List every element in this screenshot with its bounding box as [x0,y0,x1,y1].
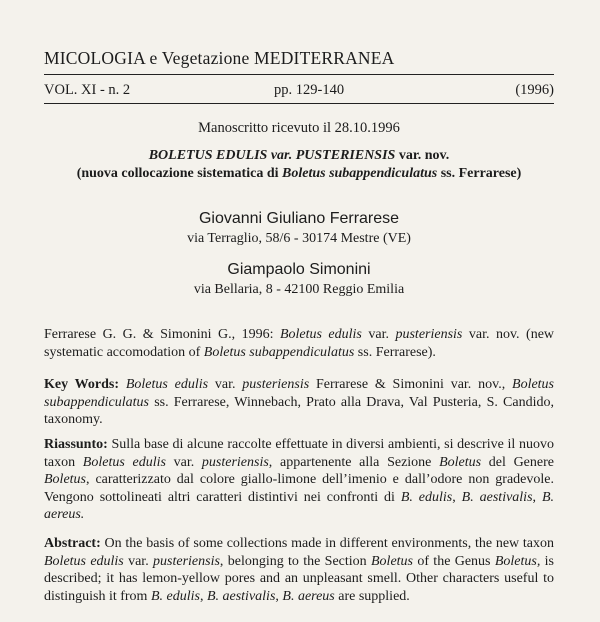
riassunto-label: Riassunto: [44,437,108,452]
header-rule-bottom [44,103,554,104]
author-name: Giampaolo Simonini [227,261,371,278]
abstract-label: Abstract: [44,536,101,551]
title-name: BOLETUS EDULIS [148,148,268,163]
author-address: via Bellaria, 8 - 42100 Reggio Emilia [193,282,405,297]
issue-line [44,82,554,99]
author-address: via Terraglio, 58/6 - 30174 Mestre (VE) [187,231,411,246]
title-suffix: var. nov. [398,148,450,163]
journal-name: MICOLOGIA e Vegetazione MEDITERRANEA [44,48,395,68]
article-title-line2 [44,166,554,182]
title-var: var. [270,148,293,163]
article-title-line1 [44,148,554,164]
issue-year: (1996) [515,82,554,98]
title2-taxon: Boletus subappendiculatus [282,166,438,181]
received-date: Manoscritto ricevuto il 28.10.1996 [198,120,400,136]
abstract-paragraph: Abstract: On the basis of some collections made in different environments, the new taxon Boletus edulis var. pusteriensis, belonging to the Section Boletus of the Genus Boletus, is described; it has lemon-yellow pores and an unpleasant smell. Other characters useful to distinguish it from B. edulis, B. aestivalis, B. aereus are supplied. [44,536,554,604]
author-name: Giovanni Giuliano Ferrarese [198,210,400,227]
issue-volume: VOL. XI - n. 2 [44,82,131,98]
citation-paragraph: Ferrarese G. G. & Simonini G., 1996: Boletus edulis var. pusteriensis var. nov. (new systematic accomodation of Boletus subappendiculatus ss. Ferrarese). [44,327,555,360]
issue-pages: pp. 129-140 [274,82,345,98]
header-rule-top [44,74,554,75]
riassunto-paragraph: Riassunto: Sulla base di alcune raccolte effettuate in diversi ambienti, si descrive il nuovo taxon Boletus edulis var. pusteriensis, appartenente alla Sezione Boletus del Genere Boletus, caratterizzato dal colore giallo-limone dell’imenio e dall’odore non gradevole. Vengono sottolineati altri caratteri distintivi nei confronti di B. edulis, B. aestivalis, B. aereus. [44,437,555,523]
keywords-label: Key Words: [44,377,119,392]
title2-suffix: ss. Ferrarese) [440,166,522,181]
keywords-paragraph: Key Words: Boletus edulis var. pusteriensis Ferrarese & Simonini var. nov., Boletus subappendiculatus ss. Ferrarese, Winnebach, Prato alla Drava, Val Pusteria, S. Candido, taxonomy. [44,377,555,428]
title-epithet: PUSTERIENSIS [295,148,396,163]
title2-prefix: (nuova collocazione sistematica di [76,166,279,181]
